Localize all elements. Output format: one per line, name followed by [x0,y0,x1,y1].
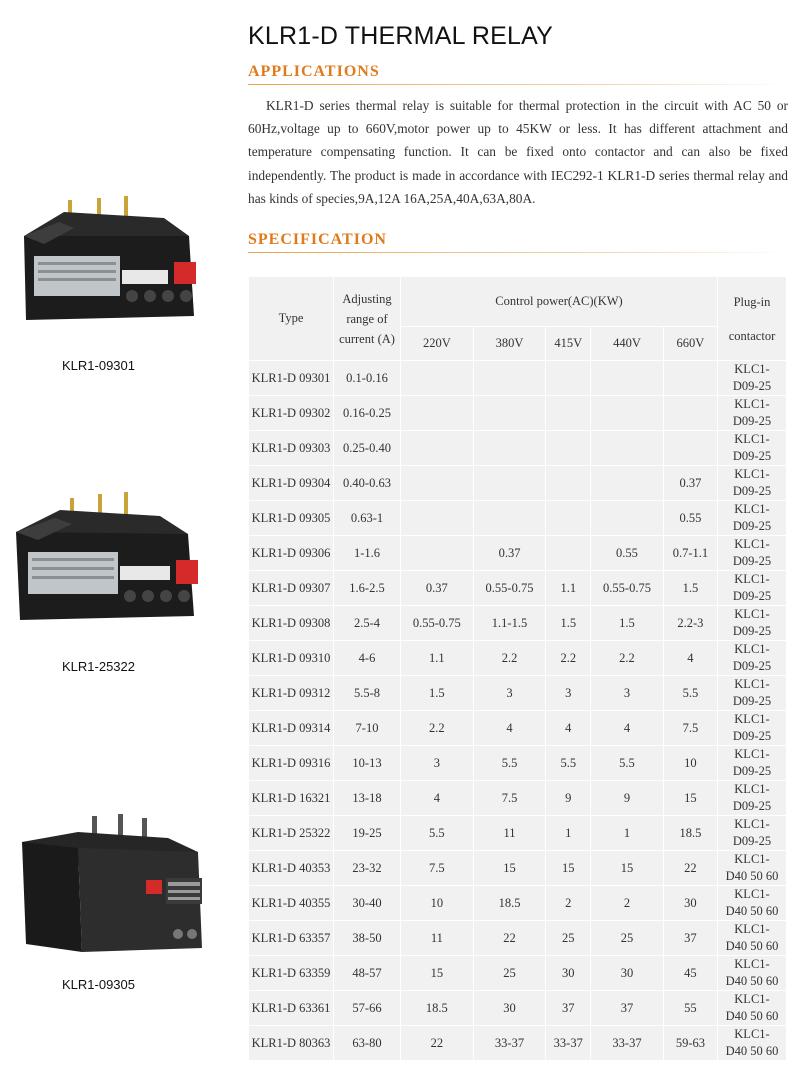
power-660v-cell: 0.7-1.1 [663,536,717,571]
power-440v-cell: 1.5 [591,606,664,641]
power-380v-cell: 15 [473,851,546,886]
power-415v-cell: 2 [546,886,591,921]
table-row [249,886,787,921]
power-440v-cell: 3 [591,676,664,711]
power-220v-cell [401,536,474,571]
power-440v-cell: 2 [591,886,664,921]
type-cell: KLR1-D 63357 [249,921,334,956]
power-440v-cell [591,361,664,396]
range-cell: 0.25-0.40 [334,431,401,466]
type-cell: KLR1-D 25322 [249,816,334,851]
relay-photo-klr1-09305 [18,808,213,958]
power-415v-cell: 15 [546,851,591,886]
type-cell: KLR1-D 40355 [249,886,334,921]
type-cell: KLR1-D 09310 [249,641,334,676]
plugin-contactor-cell [718,396,787,431]
power-415v-cell: 25 [546,921,591,956]
power-415v-cell [546,361,591,396]
power-660v-cell: 59-63 [663,1026,717,1061]
plugin-contactor-line1: KLC1- [734,957,770,971]
table-row [249,641,787,676]
specification-divider [248,252,788,253]
power-440v-cell: 25 [591,921,664,956]
plugin-contactor-line2: D09-25 [732,519,772,533]
plugin-contactor-line1: KLC1- [734,747,770,761]
type-cell: KLR1-D 09312 [249,676,334,711]
plugin-contactor-cell [718,991,787,1026]
plugin-contactor-cell [718,956,787,991]
power-415v-cell: 1.5 [546,606,591,641]
plugin-contactor-cell [718,641,787,676]
plugin-contactor-line1: KLC1- [734,572,770,586]
power-440v-cell: 0.55 [591,536,664,571]
type-cell: KLR1-D 09316 [249,746,334,781]
relay-photo-klr1-09301 [14,196,214,331]
power-415v-cell: 37 [546,991,591,1026]
type-cell: KLR1-D 09314 [249,711,334,746]
power-220v-cell: 3 [401,746,474,781]
plugin-contactor-line1: KLC1- [734,432,770,446]
power-220v-cell [401,466,474,501]
relay-photo-klr1-25322 [10,490,210,630]
power-220v-cell: 10 [401,886,474,921]
plugin-contactor-line1: KLC1- [734,607,770,621]
type-cell: KLR1-D 09308 [249,606,334,641]
power-660v-cell: 5.5 [663,676,717,711]
type-cell: KLR1-D 16321 [249,781,334,816]
table-row [249,606,787,641]
range-cell: 30-40 [334,886,401,921]
plugin-contactor-line1: KLC1- [734,502,770,516]
power-440v-cell: 5.5 [591,746,664,781]
table-row [249,851,787,886]
table-row [249,781,787,816]
table-row [249,816,787,851]
plugin-contactor-cell [718,781,787,816]
type-cell: KLR1-D 09301 [249,361,334,396]
plugin-contactor-line2: D09-25 [732,834,772,848]
range-cell: 10-13 [334,746,401,781]
range-cell: 0.63-1 [334,501,401,536]
power-440v-cell: 30 [591,956,664,991]
plugin-contactor-cell [718,886,787,921]
type-cell: KLR1-D 09303 [249,431,334,466]
plugin-contactor-cell [718,536,787,571]
power-380v-cell [473,431,546,466]
plugin-contactor-cell [718,361,787,396]
range-cell: 1-1.6 [334,536,401,571]
plugin-contactor-line2: D40 50 60 [725,939,779,953]
power-380v-cell: 4 [473,711,546,746]
power-415v-cell: 2.2 [546,641,591,676]
power-380v-cell: 33-37 [473,1026,546,1061]
header-plugin-contactor: Plug-in contactor [718,277,787,361]
header-415v: 415V [546,327,591,361]
product-caption-1: KLR1-09301 [62,358,135,373]
range-cell: 57-66 [334,991,401,1026]
type-cell: KLR1-D 09305 [249,501,334,536]
plugin-contactor-line2: D09-25 [732,764,772,778]
plugin-contactor-line1: KLC1- [734,537,770,551]
power-415v-cell: 9 [546,781,591,816]
product-caption-3: KLR1-09305 [62,977,135,992]
plugin-contactor-cell [718,571,787,606]
table-row [249,571,787,606]
plugin-contactor-cell [718,606,787,641]
power-660v-cell: 0.55 [663,501,717,536]
power-440v-cell: 1 [591,816,664,851]
power-220v-cell: 15 [401,956,474,991]
plugin-contactor-cell [718,676,787,711]
power-440v-cell [591,466,664,501]
power-440v-cell: 4 [591,711,664,746]
plugin-contactor-cell [718,501,787,536]
range-cell: 0.1-0.16 [334,361,401,396]
table-row [249,431,787,466]
plugin-contactor-line1: KLC1- [734,887,770,901]
power-440v-cell [591,501,664,536]
plugin-contactor-line2: D40 50 60 [725,1009,779,1023]
plugin-contactor-cell [718,431,787,466]
power-220v-cell: 0.55-0.75 [401,606,474,641]
plugin-contactor-line2: D09-25 [732,449,772,463]
power-415v-cell [546,431,591,466]
power-660v-cell: 18.5 [663,816,717,851]
power-415v-cell: 33-37 [546,1026,591,1061]
range-cell: 4-6 [334,641,401,676]
power-440v-cell: 2.2 [591,641,664,676]
power-380v-cell: 7.5 [473,781,546,816]
table-row [249,676,787,711]
power-220v-cell: 7.5 [401,851,474,886]
power-220v-cell [401,396,474,431]
power-660v-cell: 37 [663,921,717,956]
power-220v-cell [401,431,474,466]
power-415v-cell: 1.1 [546,571,591,606]
power-415v-cell: 30 [546,956,591,991]
type-cell: KLR1-D 63361 [249,991,334,1026]
plugin-contactor-line2: D09-25 [732,484,772,498]
power-220v-cell: 11 [401,921,474,956]
power-660v-cell: 22 [663,851,717,886]
power-380v-cell: 30 [473,991,546,1026]
table-row [249,921,787,956]
power-660v-cell: 4 [663,641,717,676]
power-415v-cell [546,396,591,431]
power-220v-cell [401,501,474,536]
power-220v-cell: 18.5 [401,991,474,1026]
power-380v-cell: 0.37 [473,536,546,571]
specification-table [248,276,787,1061]
plugin-contactor-cell [718,851,787,886]
plugin-contactor-line2: D40 50 60 [725,904,779,918]
range-cell: 38-50 [334,921,401,956]
power-380v-cell: 3 [473,676,546,711]
power-660v-cell: 7.5 [663,711,717,746]
plugin-contactor-line1: KLC1- [734,397,770,411]
plugin-contactor-line2: D09-25 [732,554,772,568]
plugin-contactor-cell [718,466,787,501]
type-cell: KLR1-D 40353 [249,851,334,886]
power-380v-cell: 5.5 [473,746,546,781]
power-660v-cell: 0.37 [663,466,717,501]
power-220v-cell: 5.5 [401,816,474,851]
page-title: KLR1-D THERMAL RELAY [248,22,554,50]
power-660v-cell [663,431,717,466]
type-cell: KLR1-D 09307 [249,571,334,606]
table-row [249,711,787,746]
plugin-contactor-line2: D09-25 [732,624,772,638]
power-440v-cell: 9 [591,781,664,816]
table-row [249,466,787,501]
table-row [249,501,787,536]
plugin-contactor-line2: D09-25 [732,659,772,673]
header-380v: 380V [473,327,546,361]
range-cell: 0.40-0.63 [334,466,401,501]
table-row [249,956,787,991]
plugin-contactor-line1: KLC1- [734,852,770,866]
plugin-contactor-cell [718,816,787,851]
power-660v-cell: 2.2-3 [663,606,717,641]
plugin-contactor-line2: D40 50 60 [725,1044,779,1058]
power-380v-cell: 18.5 [473,886,546,921]
power-220v-cell: 4 [401,781,474,816]
plugin-contactor-cell [718,746,787,781]
power-220v-cell: 2.2 [401,711,474,746]
power-660v-cell [663,396,717,431]
type-cell: KLR1-D 09302 [249,396,334,431]
applications-divider [248,84,788,85]
range-cell: 7-10 [334,711,401,746]
plugin-contactor-line1: KLC1- [734,677,770,691]
type-cell: KLR1-D 80363 [249,1026,334,1061]
power-660v-cell: 15 [663,781,717,816]
table-row [249,1026,787,1061]
plugin-contactor-line2: D09-25 [732,729,772,743]
plugin-contactor-line2: D09-25 [732,589,772,603]
applications-heading: APPLICATIONS [248,63,380,80]
table-row [249,991,787,1026]
power-380v-cell [473,396,546,431]
plugin-contactor-cell [718,711,787,746]
range-cell: 1.6-2.5 [334,571,401,606]
power-220v-cell: 1.1 [401,641,474,676]
specification-table-body [249,361,787,1061]
power-415v-cell: 5.5 [546,746,591,781]
plugin-contactor-line2: D40 50 60 [725,974,779,988]
plugin-contactor-line2: D40 50 60 [725,869,779,883]
header-control-power: Control power(AC)(KW) [401,277,718,327]
power-380v-cell: 2.2 [473,641,546,676]
range-cell: 19-25 [334,816,401,851]
power-440v-cell: 0.55-0.75 [591,571,664,606]
power-380v-cell: 0.55-0.75 [473,571,546,606]
power-440v-cell: 15 [591,851,664,886]
power-415v-cell: 4 [546,711,591,746]
power-380v-cell: 1.1-1.5 [473,606,546,641]
range-cell: 0.16-0.25 [334,396,401,431]
power-380v-cell [473,501,546,536]
plugin-contactor-line1: KLC1- [734,922,770,936]
power-220v-cell [401,361,474,396]
range-cell: 2.5-4 [334,606,401,641]
product-caption-2: KLR1-25322 [62,659,135,674]
power-380v-cell [473,361,546,396]
power-380v-cell: 22 [473,921,546,956]
plugin-contactor-line2: D09-25 [732,694,772,708]
header-220v: 220V [401,327,474,361]
power-220v-cell: 1.5 [401,676,474,711]
plugin-contactor-cell [718,921,787,956]
power-440v-cell: 33-37 [591,1026,664,1061]
plugin-contactor-cell [718,1026,787,1061]
plugin-contactor-line1: KLC1- [734,992,770,1006]
power-440v-cell: 37 [591,991,664,1026]
plugin-contactor-line1: KLC1- [734,1027,770,1041]
power-380v-cell: 25 [473,956,546,991]
plugin-contactor-line2: D09-25 [732,799,772,813]
power-415v-cell [546,466,591,501]
table-row [249,536,787,571]
range-cell: 5.5-8 [334,676,401,711]
header-range: Adjusting range of current (A) [334,277,401,361]
specification-heading: SPECIFICATION [248,231,387,248]
power-660v-cell: 30 [663,886,717,921]
table-row [249,396,787,431]
plugin-contactor-line2: D09-25 [732,414,772,428]
plugin-contactor-line1: KLC1- [734,642,770,656]
table-row [249,361,787,396]
power-415v-cell [546,536,591,571]
type-cell: KLR1-D 63359 [249,956,334,991]
table-row [249,746,787,781]
power-440v-cell [591,396,664,431]
power-220v-cell: 22 [401,1026,474,1061]
header-440v: 440V [591,327,664,361]
header-660v: 660V [663,327,717,361]
plugin-contactor-line1: KLC1- [734,467,770,481]
power-440v-cell [591,431,664,466]
power-415v-cell: 3 [546,676,591,711]
range-cell: 63-80 [334,1026,401,1061]
power-660v-cell: 55 [663,991,717,1026]
type-cell: KLR1-D 09306 [249,536,334,571]
range-cell: 48-57 [334,956,401,991]
applications-text: KLR1-D series thermal relay is suitable for thermal protection in the circuit with AC 50 or 60Hz,voltage up to 660V,motor power up to 45KW or less. It has different attachment and temperature compensating function. It can be fixed onto contactor and can also be fixed independently. The product is made in accordance with IEC292-1 KLR1-D series thermal relay and has kinds of species,9A,12A 16A,25A,40A,63A,80A. [248,98,788,206]
plugin-contactor-line1: KLC1- [734,782,770,796]
power-220v-cell: 0.37 [401,571,474,606]
power-660v-cell: 45 [663,956,717,991]
power-415v-cell: 1 [546,816,591,851]
power-660v-cell: 10 [663,746,717,781]
power-380v-cell [473,466,546,501]
plugin-contactor-line2: D09-25 [732,379,772,393]
power-660v-cell: 1.5 [663,571,717,606]
power-380v-cell: 11 [473,816,546,851]
type-cell: KLR1-D 09304 [249,466,334,501]
plugin-contactor-line1: KLC1- [734,712,770,726]
range-cell: 13-18 [334,781,401,816]
power-660v-cell [663,361,717,396]
power-415v-cell [546,501,591,536]
plugin-contactor-line1: KLC1- [734,362,770,376]
range-cell: 23-32 [334,851,401,886]
header-type: Type [249,277,334,361]
plugin-contactor-line1: KLC1- [734,817,770,831]
